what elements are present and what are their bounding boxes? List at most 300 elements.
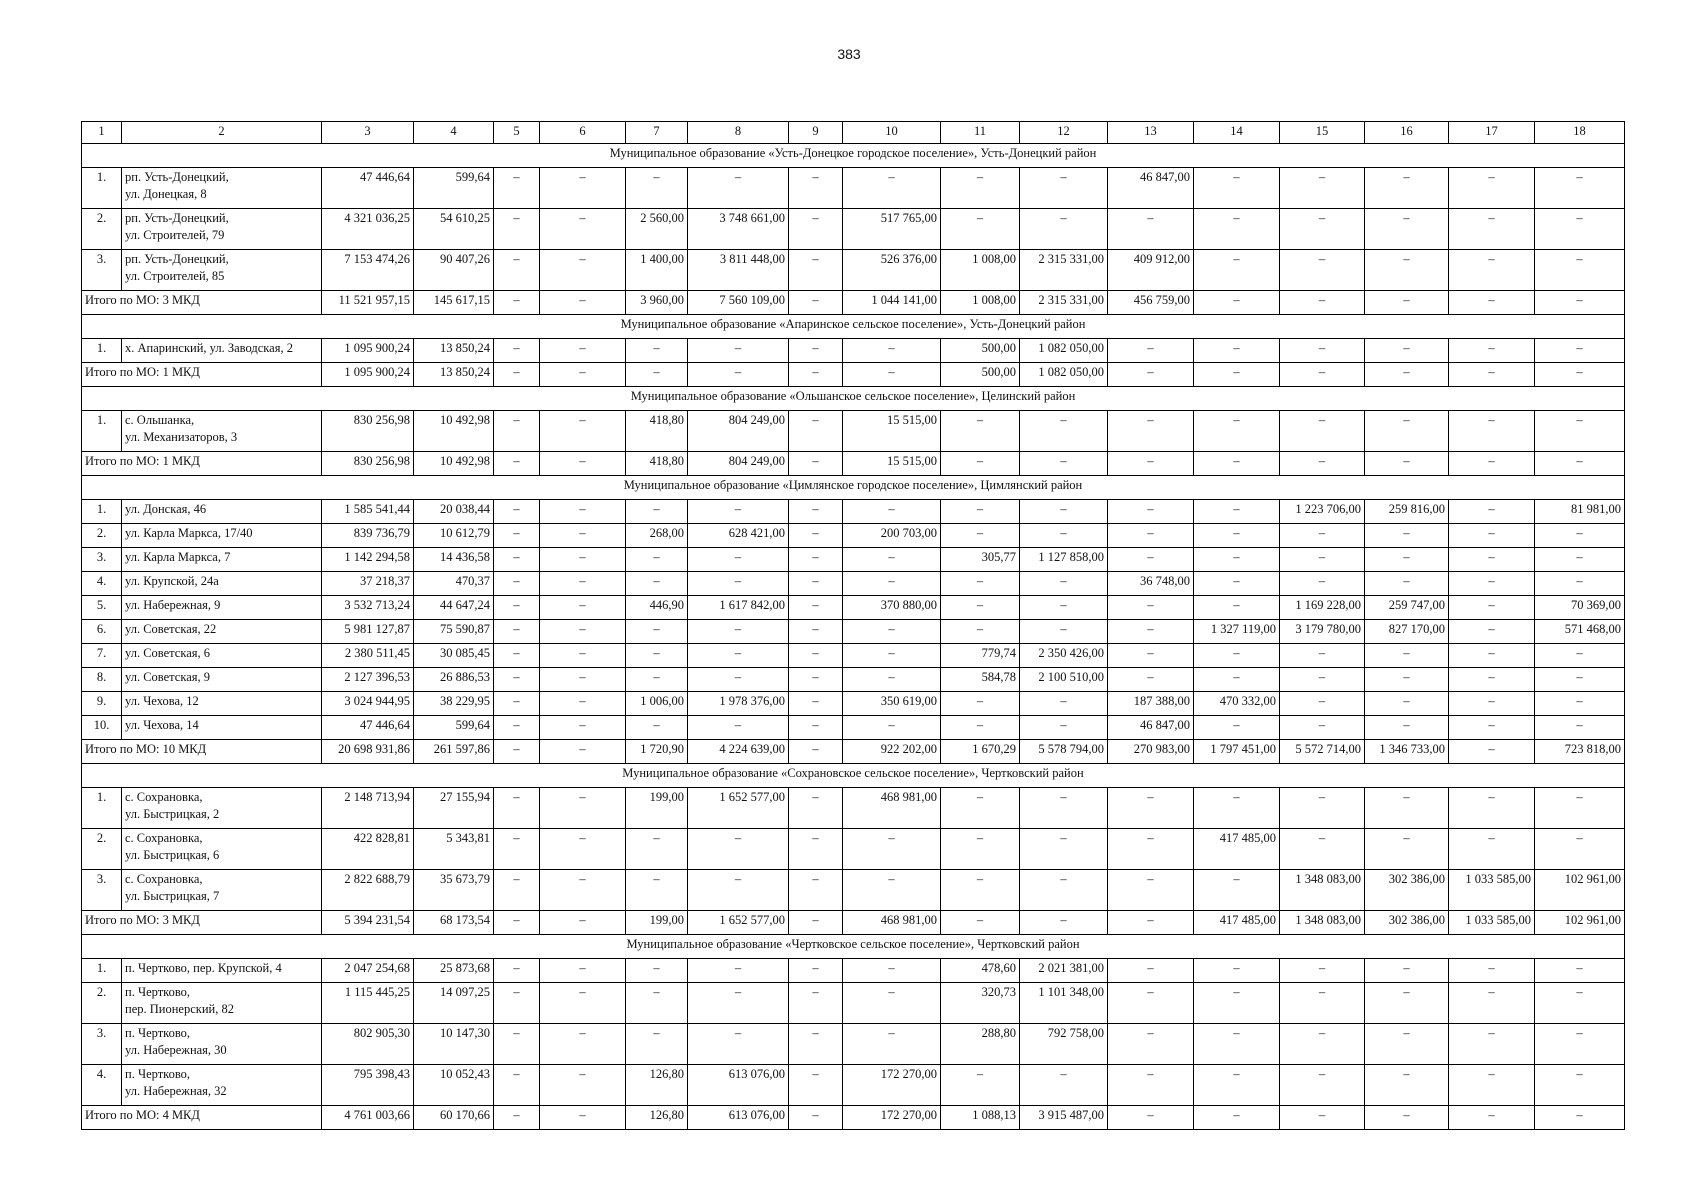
value-cell: – [1449,209,1535,250]
total-value-cell: 500,00 [941,363,1020,387]
address-cell: п. Чертково, ул. Набережная, 30 [122,1024,322,1065]
value-cell: – [1194,716,1280,740]
value-cell: – [1194,168,1280,209]
page-number: 383 [837,46,861,62]
value-cell: – [941,524,1020,548]
value-cell: 3 532 713,24 [322,596,414,620]
value-cell: – [494,572,540,596]
row-number: 3. [82,250,122,291]
total-value-cell: – [540,740,626,764]
total-value-cell: 1 670,29 [941,740,1020,764]
value-cell: – [789,548,843,572]
value-cell: 1 169 228,00 [1280,596,1365,620]
total-value-cell: – [1535,363,1625,387]
value-cell: – [540,829,626,870]
value-cell: 571 468,00 [1535,620,1625,644]
total-value-cell: – [540,363,626,387]
value-cell: – [1280,339,1365,363]
value-cell: – [688,548,789,572]
value-cell: – [1365,168,1449,209]
value-cell: – [941,870,1020,911]
value-cell: – [1280,668,1365,692]
value-cell: – [1194,548,1280,572]
value-cell: – [1280,716,1365,740]
total-value-cell: 468 981,00 [843,911,941,935]
value-cell: 599,64 [414,168,494,209]
total-value-cell: 418,80 [626,452,688,476]
row-number: 1. [82,788,122,829]
column-number: 14 [1194,122,1280,144]
total-value-cell: – [1449,1106,1535,1130]
total-value-cell: – [789,452,843,476]
value-cell: – [1535,524,1625,548]
table-row [82,548,1625,572]
value-cell: – [941,716,1020,740]
value-cell: – [1449,983,1535,1024]
value-cell: 187 388,00 [1108,692,1194,716]
total-value-cell: 102 961,00 [1535,911,1625,935]
value-cell: – [1365,692,1449,716]
value-cell: 288,80 [941,1024,1020,1065]
value-cell: – [494,524,540,548]
total-value-cell: 60 170,66 [414,1106,494,1130]
address-cell: рп. Усть-Донецкий, ул. Строителей, 85 [122,250,322,291]
total-label: Итого по МО: 1 МКД [82,363,322,387]
value-cell: 613 076,00 [688,1065,789,1106]
row-number: 4. [82,1065,122,1106]
value-cell: – [1108,668,1194,692]
value-cell: 584,78 [941,668,1020,692]
value-cell: – [1108,959,1194,983]
value-cell: 10 612,79 [414,524,494,548]
value-cell: – [843,339,941,363]
value-cell: 1 006,00 [626,692,688,716]
value-cell: – [1365,668,1449,692]
value-cell: – [1108,620,1194,644]
value-cell: – [1194,644,1280,668]
value-cell: – [941,168,1020,209]
value-cell: 839 736,79 [322,524,414,548]
table-row [82,959,1625,983]
value-cell: 478,60 [941,959,1020,983]
value-cell: – [540,620,626,644]
row-number: 3. [82,1024,122,1065]
value-cell: – [1365,524,1449,548]
value-cell: – [1020,524,1108,548]
value-cell: 14 436,58 [414,548,494,572]
total-value-cell: 172 270,00 [843,1106,941,1130]
value-cell: – [494,870,540,911]
address-cell: п. Чертково, ул. Набережная, 32 [122,1065,322,1106]
value-cell: – [1365,548,1449,572]
value-cell: – [789,692,843,716]
value-cell: – [494,788,540,829]
section-title-row [82,144,1625,168]
row-number: 5. [82,596,122,620]
value-cell: – [494,1024,540,1065]
value-cell: – [540,209,626,250]
value-cell: – [626,500,688,524]
value-cell: – [1365,411,1449,452]
table-row [82,1024,1625,1065]
value-cell: 470 332,00 [1194,692,1280,716]
value-cell: 1 400,00 [626,250,688,291]
value-cell: 2 148 713,94 [322,788,414,829]
value-cell: – [941,572,1020,596]
value-cell: – [626,339,688,363]
value-cell: 526 376,00 [843,250,941,291]
value-cell: 102 961,00 [1535,870,1625,911]
value-cell: – [1020,870,1108,911]
total-value-cell: – [1108,363,1194,387]
total-value-cell: 4 224 639,00 [688,740,789,764]
value-cell: – [688,339,789,363]
table-row [82,524,1625,548]
total-value-cell: – [494,911,540,935]
value-cell: – [1535,168,1625,209]
value-cell: – [494,1065,540,1106]
value-cell: – [1020,500,1108,524]
value-cell: – [1449,829,1535,870]
value-cell: – [1280,692,1365,716]
value-cell: – [540,250,626,291]
value-cell: – [941,788,1020,829]
total-value-cell: – [1365,1106,1449,1130]
value-cell: 5 981 127,87 [322,620,414,644]
value-cell: 2 047 254,68 [322,959,414,983]
total-value-cell: 5 572 714,00 [1280,740,1365,764]
total-value-cell: – [1194,363,1280,387]
value-cell: – [789,339,843,363]
table-row [82,339,1625,363]
value-cell: – [941,692,1020,716]
value-cell: – [789,620,843,644]
value-cell: – [1365,959,1449,983]
value-cell: – [1280,411,1365,452]
value-cell: – [843,1024,941,1065]
value-cell: 126,80 [626,1065,688,1106]
value-cell: – [494,983,540,1024]
table-row [82,596,1625,620]
value-cell: 10 147,30 [414,1024,494,1065]
total-value-cell: – [494,740,540,764]
value-cell: 1 101 348,00 [1020,983,1108,1024]
total-value-cell: 68 173,54 [414,911,494,935]
value-cell: 14 097,25 [414,983,494,1024]
value-cell: 628 421,00 [688,524,789,548]
value-cell: 54 610,25 [414,209,494,250]
value-cell: – [1194,788,1280,829]
value-cell: – [1535,716,1625,740]
value-cell: 7 153 474,26 [322,250,414,291]
value-cell: 446,90 [626,596,688,620]
value-cell: – [1280,644,1365,668]
row-number: 1. [82,168,122,209]
column-number: 3 [322,122,414,144]
table-row [82,500,1625,524]
value-cell: 35 673,79 [414,870,494,911]
data-table [81,121,1625,1130]
value-cell: – [1280,1065,1365,1106]
total-value-cell: – [540,452,626,476]
value-cell: – [494,959,540,983]
value-cell: – [1365,250,1449,291]
value-cell: 46 847,00 [1108,716,1194,740]
value-cell: – [941,596,1020,620]
table-row [82,572,1625,596]
value-cell: 1 127 858,00 [1020,548,1108,572]
value-cell: 350 619,00 [843,692,941,716]
table-row [82,411,1625,452]
total-value-cell: 270 983,00 [1108,740,1194,764]
value-cell: – [1280,524,1365,548]
value-cell: – [1108,596,1194,620]
column-number: 5 [494,122,540,144]
value-cell: 1 978 376,00 [688,692,789,716]
total-value-cell: 1 348 083,00 [1280,911,1365,935]
value-cell: – [1108,644,1194,668]
value-cell: – [843,644,941,668]
column-number: 9 [789,122,843,144]
total-value-cell: 804 249,00 [688,452,789,476]
value-cell: – [688,870,789,911]
value-cell: – [1280,788,1365,829]
value-cell: – [789,168,843,209]
value-cell: – [1365,983,1449,1024]
row-number: 1. [82,411,122,452]
section-title: Муниципальное образование «Цимлянское городское поселение», Цимлянский район [82,476,1625,500]
value-cell: – [1020,209,1108,250]
value-cell: – [626,572,688,596]
value-cell: – [941,1065,1020,1106]
value-cell: – [626,870,688,911]
value-cell: 75 590,87 [414,620,494,644]
value-cell: – [941,620,1020,644]
row-number: 1. [82,500,122,524]
value-cell: 90 407,26 [414,250,494,291]
value-cell: – [1194,411,1280,452]
total-value-cell: – [789,291,843,315]
column-number: 13 [1108,122,1194,144]
value-cell: – [540,788,626,829]
total-value-cell: – [1020,911,1108,935]
value-cell: – [540,959,626,983]
value-cell: – [1449,411,1535,452]
value-cell: – [1365,339,1449,363]
value-cell: – [494,829,540,870]
value-cell: – [1449,692,1535,716]
column-number: 1 [82,122,122,144]
section-title: Муниципальное образование «Апаринское сельское поселение», Усть-Донецкий район [82,315,1625,339]
address-cell: ул. Карла Маркса, 7 [122,548,322,572]
address-cell: ул. Набережная, 9 [122,596,322,620]
value-cell: – [1108,500,1194,524]
value-cell: 26 886,53 [414,668,494,692]
total-value-cell: – [941,911,1020,935]
value-cell: 38 229,95 [414,692,494,716]
value-cell: – [626,716,688,740]
total-value-cell: – [1449,363,1535,387]
value-cell: 2 315 331,00 [1020,250,1108,291]
value-cell: – [1365,1024,1449,1065]
value-cell: 172 270,00 [843,1065,941,1106]
value-cell: – [1108,339,1194,363]
value-cell: 27 155,94 [414,788,494,829]
value-cell: 422 828,81 [322,829,414,870]
total-value-cell: – [494,363,540,387]
value-cell: – [789,572,843,596]
value-cell: – [540,339,626,363]
value-cell: 1 348 083,00 [1280,870,1365,911]
column-number: 18 [1535,122,1625,144]
value-cell: 370 880,00 [843,596,941,620]
value-cell: – [1535,209,1625,250]
row-number: 8. [82,668,122,692]
value-cell: – [1108,1065,1194,1106]
value-cell: – [688,959,789,983]
section-title-row [82,764,1625,788]
value-cell: – [540,1024,626,1065]
value-cell: – [626,983,688,1024]
value-cell: – [1194,209,1280,250]
total-value-cell: 145 617,15 [414,291,494,315]
address-cell: рп. Усть-Донецкий, ул. Донецкая, 8 [122,168,322,209]
value-cell: 1 327 119,00 [1194,620,1280,644]
value-cell: – [1194,983,1280,1024]
value-cell: 517 765,00 [843,209,941,250]
total-value-cell: 261 597,86 [414,740,494,764]
value-cell: – [789,500,843,524]
section-title: Муниципальное образование «Чертковское сельское поселение», Чертковский район [82,935,1625,959]
total-value-cell: – [1535,291,1625,315]
total-value-cell: – [1449,291,1535,315]
value-cell: – [1365,716,1449,740]
value-cell: – [540,596,626,620]
total-value-cell: – [494,1106,540,1130]
section-title-row [82,935,1625,959]
total-value-cell: – [1449,740,1535,764]
column-number: 11 [941,122,1020,144]
value-cell: 25 873,68 [414,959,494,983]
value-cell: 827 170,00 [1365,620,1449,644]
value-cell: – [1108,524,1194,548]
value-cell: – [540,572,626,596]
value-cell: – [688,716,789,740]
value-cell: – [688,668,789,692]
total-value-cell: 302 386,00 [1365,911,1449,935]
value-cell: 36 748,00 [1108,572,1194,596]
value-cell: 418,80 [626,411,688,452]
value-cell: – [494,500,540,524]
value-cell: – [540,524,626,548]
value-cell: – [494,668,540,692]
column-number: 12 [1020,122,1108,144]
value-cell: 2 822 688,79 [322,870,414,911]
value-cell: – [1020,829,1108,870]
total-value-cell: – [1449,452,1535,476]
value-cell: – [843,829,941,870]
total-value-cell: 2 315 331,00 [1020,291,1108,315]
row-number: 2. [82,209,122,250]
value-cell: – [494,716,540,740]
total-value-cell: – [1108,911,1194,935]
value-cell: – [626,168,688,209]
total-value-cell: 5 394 231,54 [322,911,414,935]
value-cell: – [1194,572,1280,596]
total-value-cell: – [1280,291,1365,315]
total-value-cell: 3 960,00 [626,291,688,315]
value-cell: – [494,548,540,572]
address-cell: п. Чертково, пер. Пионерский, 82 [122,983,322,1024]
value-cell: – [1535,644,1625,668]
value-cell: – [789,209,843,250]
total-row [82,911,1625,935]
value-cell: – [789,1065,843,1106]
total-value-cell: 1 095 900,24 [322,363,414,387]
value-cell: – [1535,339,1625,363]
value-cell: – [1108,788,1194,829]
value-cell: 599,64 [414,716,494,740]
section-title-row [82,315,1625,339]
value-cell: 804 249,00 [688,411,789,452]
value-cell: – [1449,1065,1535,1106]
address-cell: ул. Карла Маркса, 17/40 [122,524,322,548]
value-cell: – [626,1024,688,1065]
value-cell: – [494,692,540,716]
value-cell: – [1020,572,1108,596]
row-number: 1. [82,959,122,983]
value-cell: 1 033 585,00 [1449,870,1535,911]
column-number: 10 [843,122,941,144]
value-cell: 2 100 510,00 [1020,668,1108,692]
total-value-cell: 1 082 050,00 [1020,363,1108,387]
total-value-cell: – [789,740,843,764]
total-value-cell: – [789,1106,843,1130]
value-cell: – [1535,788,1625,829]
value-cell: 44 647,24 [414,596,494,620]
total-value-cell: 1 008,00 [941,291,1020,315]
section-title-row [82,476,1625,500]
total-value-cell: – [1020,452,1108,476]
value-cell: – [1449,959,1535,983]
value-cell: – [789,829,843,870]
value-cell: – [540,411,626,452]
total-value-cell: – [1535,1106,1625,1130]
value-cell: 320,73 [941,983,1020,1024]
total-value-cell: – [540,1106,626,1130]
value-cell: – [626,548,688,572]
value-cell: – [1194,500,1280,524]
total-label: Итого по МО: 3 МКД [82,291,322,315]
total-value-cell: 1 044 141,00 [843,291,941,315]
address-cell: х. Апаринский, ул. Заводская, 2 [122,339,322,363]
value-cell: – [1280,983,1365,1024]
value-cell: – [1365,209,1449,250]
table-row [82,250,1625,291]
value-cell: – [789,870,843,911]
value-cell: – [1020,596,1108,620]
total-value-cell: 10 492,98 [414,452,494,476]
value-cell: – [494,620,540,644]
total-value-cell: 4 761 003,66 [322,1106,414,1130]
value-cell: – [1535,983,1625,1024]
value-cell: – [688,983,789,1024]
value-cell: – [494,250,540,291]
value-cell: – [1365,1065,1449,1106]
row-number: 1. [82,339,122,363]
value-cell: – [1020,716,1108,740]
value-cell: – [1194,870,1280,911]
